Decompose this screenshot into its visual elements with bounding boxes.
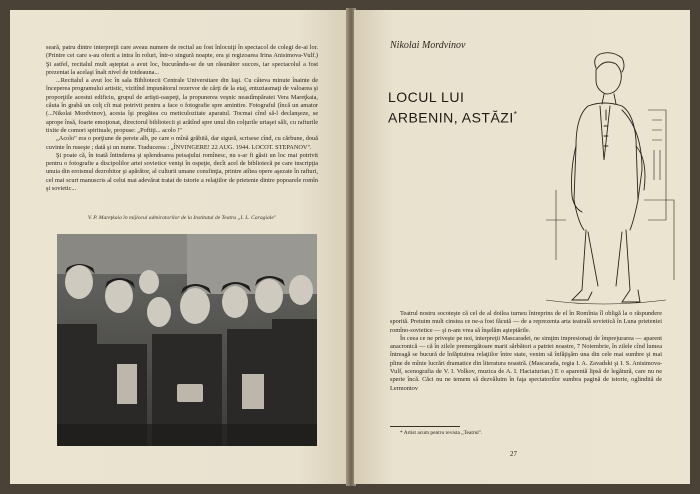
- article-title: [388, 88, 528, 127]
- left-paragraph-2: ...Recitalul a avut loc în sala Bibliotecii Centrale Universitare din Iaşi. Cu câteva minute înainte de începerea programului artistic, vizitînd impunătorul rezervor de cărţi de la etaj, entuziasmaţi de valoarea şi proporţiile acestui edificiu, grupul de artişti-oaspeţi, la propunerea veşnic neastîmpăratei Vera Mareţkaia, căuta în grabă un colţ cît mai potrivit pentru a face o fotografie spre amintire. Fotograful (încă un amator (...Nikolai Mordvinov), acesta îşi pregătea cu meticulozitate aparatul. Tocmai cînd să-l declanşeze, se aprope însă, foarte emoţionat, directorul bibliotecii şi arătînd spre unul din colţurile uriaşei săli, cu rafturile tixite de comori spirituale, propuse: „Poftiţi... acolo !": [46, 77, 318, 134]
- arbenin-sketch: [526, 50, 676, 320]
- left-paragraph-1: seară, patru dintre interpreţii care aveau numere de recital au fost înlocuiţi în spectacol de colegi de-ai lor. (Printre cei care s-au oferit a intra în roluri, într-o singură noapte, era şi regizoarea Irina Anisimova-Vulf.) Şi astfel, recitalul mult aşteptat a avut loc, bucurându-se de un răsunător succes, iar spectacolul a fost prezentat la acelaşi înalt nivel de totdeauna...: [46, 44, 318, 76]
- page-number: 27: [510, 450, 517, 458]
- footnote: * Artist acum pentru revista „Teatrul".: [400, 430, 483, 436]
- left-paragraph-4: Şi poate că, în toată întinderea şi splendoarea peisajului romînesc, nu s-ar fi găsit un loc mai potrivit pentru o fotografie a discipolilor artei sovietice venişi în ospeţie, decît acel de bibliotecă pe care inscripţia unuia din eroismul dezrobitor şi apărător, al culturii umane consfinţia, printre atîtea opere aşezate în rafturi, cel mai scurt manuscris al celui mai adevărat tratat de istorie a relaţiilor de prietenie dintre popoarele romîn şi sovietic...: [46, 151, 318, 193]
- right-paragraph-2: În ceea ce ne priveşte pe noi, interpreţii Mascaradei, ne simţim impresionaţi de împrejurarea — aparent anacronică — că în zilele premergătoare marii sărbători a patriei noastre, 7 Noiembrie, în zilele cînd lumea întreagă se bucură de înfăptuirea relaţiilor între state, venim să înfăţişăm una din cele mai sumbre şi mai pline de mînie lucrări dramatice din literatura noastră. (Mascarada, regia I. A. Zavadski şi I. S. Anisimova-Vulf, scenografia de V. I. Volkov, muzica de A. I. Haciaturian.) E o aparentă lipsă de legătură, care nu ne sperie încă. Căci nu ne temem să dezvăluim în faţa spectatorilor sumbra pagină de istorie, oglindită de Lermontov: [390, 334, 662, 392]
- left-page: [10, 10, 348, 484]
- right-page: [354, 10, 690, 484]
- article-title-text: LOCUL LUI ARBENIN, ASTĂZI: [388, 89, 514, 126]
- left-paragraph-3: „Acolo" era o porţiune de perete alb, pe care o mînă grăbită, dar sigură, scrisese cînd, cu cărbune, două cuvinte în ruseşte ; dată şi un nume. Traducerea : „ÎNVINGERE! 22 AUG. 1944. LOCOT. STEPANOV".: [46, 135, 318, 151]
- footnote-divider: [390, 426, 460, 427]
- title-footnote-marker: *: [513, 110, 518, 119]
- author-name: Nikolai Mordvinov: [390, 40, 466, 51]
- photo-caption: V. P. Mareţkaia în mijlocul admiratorilor de la Institutul de Teatru „I. L. Caragiale": [87, 215, 277, 221]
- right-text-column: [390, 310, 662, 393]
- group-photo-image: [57, 234, 317, 446]
- group-photo: [57, 234, 317, 446]
- left-text-column: [46, 44, 318, 193]
- right-paragraph-1: Teatrul nostru socoteşte că cel de al doilea turneu întreprins de el în Romînia îl obligă la o răspundere sporită. Pretuim mult cinstea ce ne-a fost făcută — de a reprezenta arta teatrală sovietică în Luna prieteniei romîno-sovietice — şi n-am vrea să înşelăm aşteptările.: [390, 310, 662, 334]
